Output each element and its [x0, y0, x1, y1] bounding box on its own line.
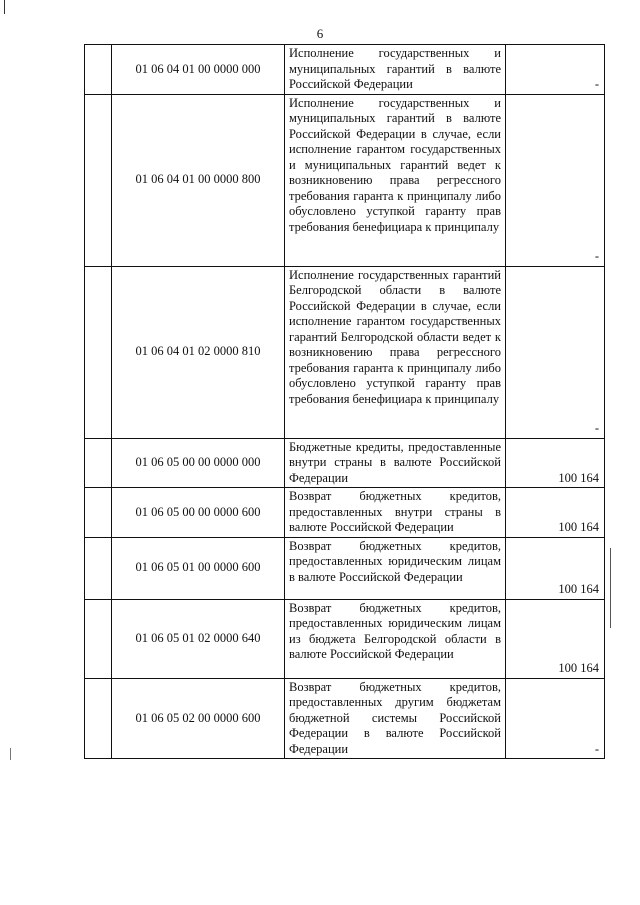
table-row [85, 266, 605, 438]
code-cell: 01 06 05 01 02 0000 640 [112, 599, 285, 678]
amount-cell: 100 164 [506, 599, 605, 678]
row-number-cell [85, 45, 112, 95]
row-number-cell [85, 438, 112, 488]
description-cell: Исполнение государственных и муниципальных гарантий в валюте Российской Федерации [285, 45, 506, 95]
description-cell: Возврат бюджетных кредитов, предоставленных юридическим лицам в валюте Российской Федерации [285, 537, 506, 599]
code-cell: 01 06 05 00 00 0000 600 [112, 488, 285, 538]
description-cell: Возврат бюджетных кредитов, предоставленных внутри страны в валюте Российской Федерации [285, 488, 506, 538]
row-number-cell [85, 599, 112, 678]
description-cell: Возврат бюджетных кредитов, предоставленных другим бюджетам бюджетной системы Российской Федерации в валюте Российской Федерации [285, 678, 506, 759]
code-cell: 01 06 05 00 00 0000 000 [112, 438, 285, 488]
amount-cell: 100 164 [506, 488, 605, 538]
code-cell: 01 06 05 02 00 0000 600 [112, 678, 285, 759]
row-number-cell [85, 488, 112, 538]
description-cell: Возврат бюджетных кредитов, предоставленных юридическим лицам из бюджета Белгородской области в валюте Российской Федерации [285, 599, 506, 678]
code-cell: 01 06 05 01 00 0000 600 [112, 537, 285, 599]
amount-cell: - [506, 678, 605, 759]
table-row [85, 678, 605, 759]
table-row [85, 488, 605, 538]
description-cell: Бюджетные кредиты, предоставленные внутри страны в валюте Российской Федерации [285, 438, 506, 488]
description-cell: Исполнение государственных и муниципальных гарантий в валюте Российской Федерации в случае, если исполнение гарантом государственных и муниципальных гарантий ведет к возникновению права регрессного требования гаранта к принципалу либо обусловлено уступкой гаранту прав требования бенефициара к принципалу [285, 94, 506, 266]
scan-mark [4, 0, 5, 14]
row-number-cell [85, 266, 112, 438]
row-number-cell [85, 537, 112, 599]
scan-mark [10, 748, 11, 760]
amount-cell: - [506, 266, 605, 438]
budget-table [84, 44, 605, 759]
table-row [85, 599, 605, 678]
amount-cell: - [506, 94, 605, 266]
amount-cell: - [506, 45, 605, 95]
table-row [85, 45, 605, 95]
table-row [85, 438, 605, 488]
code-cell: 01 06 04 01 00 0000 800 [112, 94, 285, 266]
code-cell: 01 06 04 01 00 0000 000 [112, 45, 285, 95]
amount-cell: 100 164 [506, 537, 605, 599]
page-number: 6 [316, 26, 324, 41]
row-number-cell [85, 678, 112, 759]
table-row [85, 537, 605, 599]
amount-cell: 100 164 [506, 438, 605, 488]
scan-mark [610, 548, 611, 628]
description-cell: Исполнение государственных гарантий Белгородской области в валюте Российской Федерации в случае, если исполнение гарантом государственных гарантий Белгородской области ведет к возникновению права регрессного требования гаранта к принципалу либо обусловлено уступкой гаранту прав требования бенефициара к принципалу [285, 266, 506, 438]
table-row [85, 94, 605, 266]
row-number-cell [85, 94, 112, 266]
code-cell: 01 06 04 01 02 0000 810 [112, 266, 285, 438]
